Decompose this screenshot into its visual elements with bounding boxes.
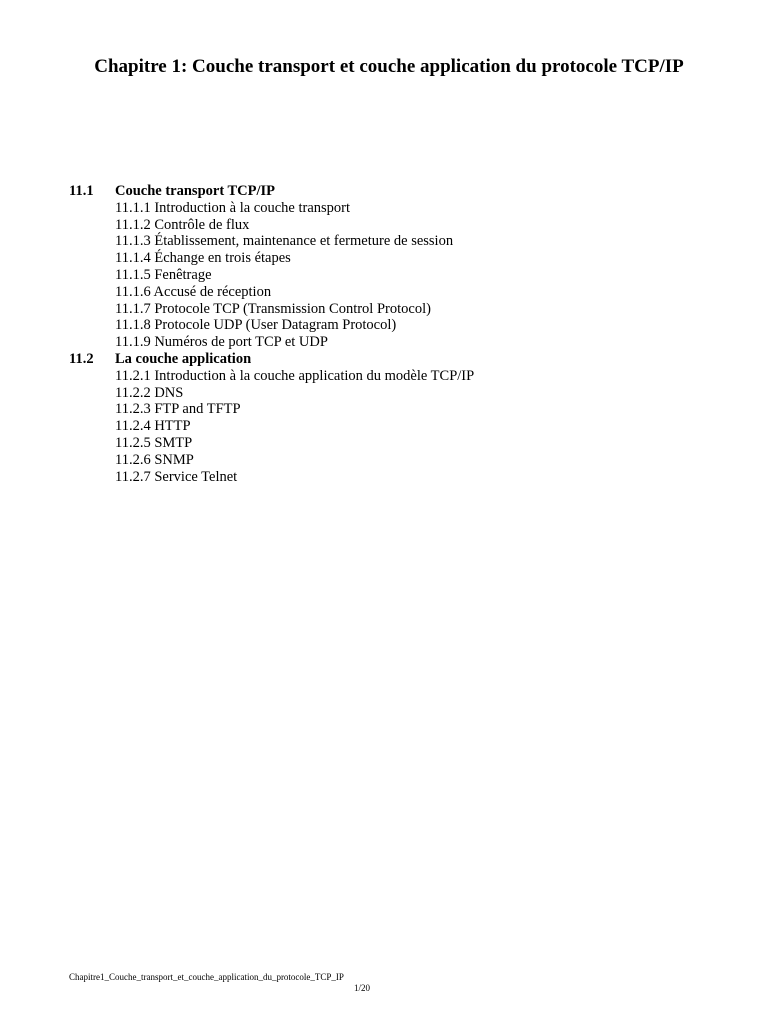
toc-item: 11.2.6 SNMP bbox=[115, 451, 194, 468]
section-title: La couche application bbox=[115, 350, 252, 367]
toc-item: 11.1.1 Introduction à la couche transport bbox=[115, 199, 351, 216]
toc-item: 11.1.7 Protocole TCP (Transmission Control Protocol) bbox=[115, 300, 431, 317]
footer-filename: Chapitre1_Couche_transport_et_couche_application_du_protocole_TCP_IP bbox=[69, 972, 344, 982]
toc-item: 11.2.3 FTP and TFTP bbox=[115, 401, 241, 418]
toc-item: 11.2.2 DNS bbox=[115, 384, 184, 401]
table-of-contents bbox=[69, 183, 709, 485]
toc-item: 11.2.7 Service Telnet bbox=[115, 468, 238, 485]
toc-item: 11.1.4 Échange en trois étapes bbox=[115, 250, 291, 267]
toc-section-11-2 bbox=[69, 351, 709, 368]
toc-item: 11.1.5 Fenêtrage bbox=[115, 266, 212, 283]
toc-item: 11.1.2 Contrôle de flux bbox=[115, 216, 250, 233]
toc-item: 11.1.8 Protocole UDP (User Datagram Protocol) bbox=[115, 317, 397, 334]
toc-item: 11.2.4 HTTP bbox=[115, 418, 191, 435]
toc-item: 11.2.5 SMTP bbox=[115, 434, 193, 451]
section-number: 11.2 bbox=[69, 350, 94, 367]
section-title: Couche transport TCP/IP bbox=[115, 183, 276, 199]
toc-item: 11.1.6 Accusé de réception bbox=[115, 283, 272, 300]
section-number: 11.1 bbox=[69, 183, 94, 199]
toc-item: 11.1.3 Établissement, maintenance et fermeture de session bbox=[115, 233, 454, 250]
toc-section-11-1 bbox=[69, 183, 709, 200]
page-title: Chapitre 1: Couche transport et couche application du protocole TCP/IP bbox=[94, 56, 684, 77]
toc-item: 11.1.9 Numéros de port TCP et UDP bbox=[115, 334, 328, 351]
toc-item: 11.2.1 Introduction à la couche application du modèle TCP/IP bbox=[115, 367, 475, 384]
footer-page-number: 1/20 bbox=[354, 983, 371, 993]
